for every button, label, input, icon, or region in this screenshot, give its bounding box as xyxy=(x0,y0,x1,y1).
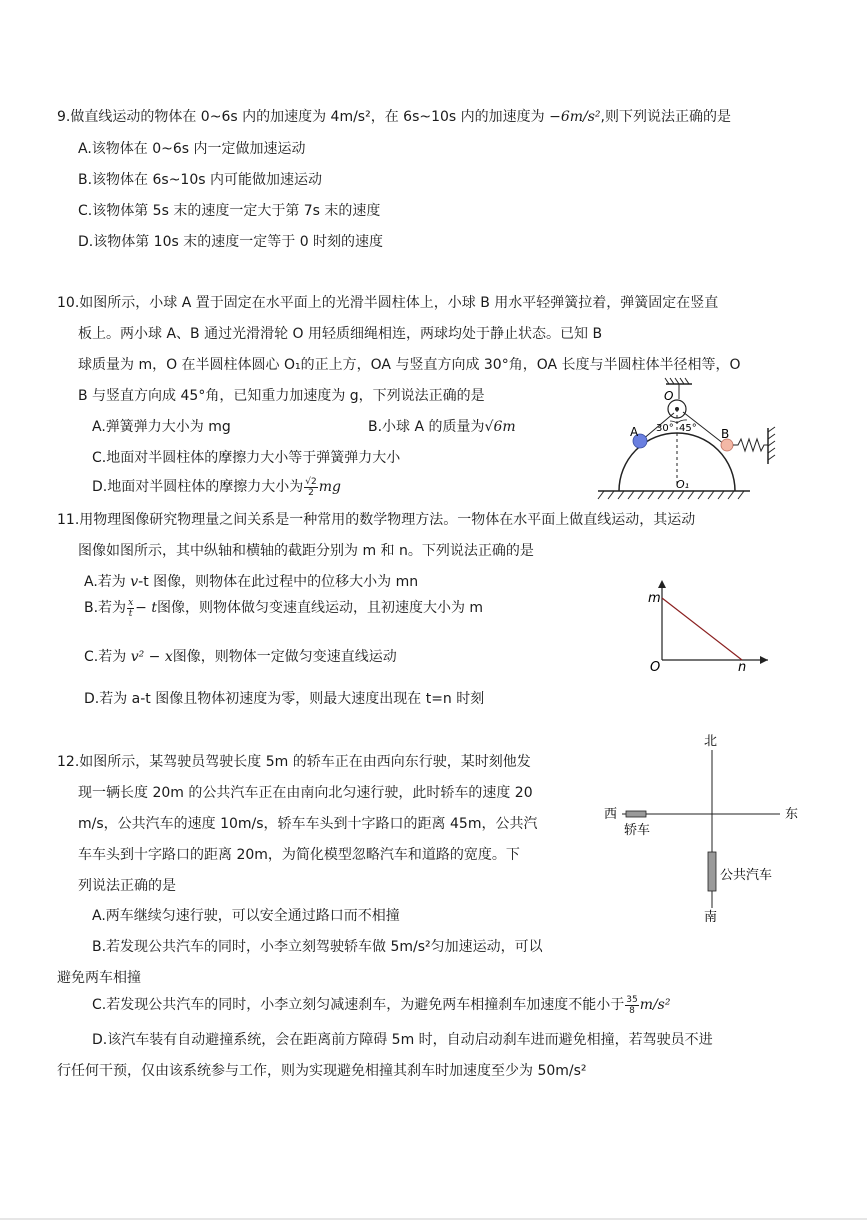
q12-option-b: B.若发现公共汽车的同时，小李立刻驾驶轿车做 5m/s²匀加速运动，可以 xyxy=(92,939,543,955)
label-o1: O₁ xyxy=(676,478,690,491)
q10-figure xyxy=(590,378,800,503)
q12-stem-line2: 现一辆长度 20m 的公共汽车正在由南向北匀速行驶，此时轿车的速度 20 xyxy=(78,785,533,801)
q9-option-c: C.该物体第 5s 末的速度一定大于第 7s 末的速度 xyxy=(78,203,381,219)
q10-option-c: C.地面对半圆柱体的摩擦力大小等于弹簧弹力大小 xyxy=(92,450,401,466)
label-a: A xyxy=(630,425,639,439)
origin-o: O xyxy=(650,660,661,675)
q9-option-d: D.该物体第 10s 末的速度一定等于 0 时刻的速度 xyxy=(78,234,384,250)
q11-stem-line1: 11.用物理图像研究物理量之间关系是一种常用的数学物理方法。一物体在水平面上做直线运动，其运动 xyxy=(57,512,696,528)
label-bus: 公共汽车 xyxy=(720,868,773,883)
q12-option-b-cont: 避免两车相撞 xyxy=(57,970,141,986)
q10-stem-line3: 球质量为 m，O 在半圆柱体圆心 O₁的正上方，OA 与竖直方向成 30°角，OA 长度与半圆柱体半径相等，O xyxy=(78,357,741,373)
q10-option-a: A.弹簧弹力大小为 mg xyxy=(92,419,231,435)
graph-line xyxy=(662,598,742,660)
q12-option-d: D.该汽车装有自动避撞系统，会在距离前方障碍 5m 时，自动启动刹车进而避免相撞，若驾驶员不进 xyxy=(92,1032,713,1048)
q12-option-c: C.若发现公共汽车的同时，小李立刻匀减速刹车，为避免两车相撞刹车加速度不能小于 $\frac{35}{8}$ m/s² xyxy=(92,994,671,1016)
label-north: 北 xyxy=(704,734,718,749)
q10-stem-line1: 10.如图所示，小球 A 置于固定在水平面上的光滑半圆柱体上，小球 B 用水平轻弹簧拉着，弹簧固定在竖直 xyxy=(57,295,719,311)
q9-option-b: B.该物体在 6s~10s 内可能做加速运动 xyxy=(78,172,322,188)
spring xyxy=(733,439,768,451)
label-30: 30° xyxy=(656,423,674,434)
q11-option-c: C.若为 v² − x图像，则物体一定做匀变速直线运动 xyxy=(84,649,397,665)
q11-option-b: B.若为 $\frac{x}{t}$ − t图像，则物体做匀变速直线运动，且初速度大小为 m xyxy=(84,597,484,619)
label-south: 南 xyxy=(704,910,718,925)
q12-stem-line5: 列说法正确的是 xyxy=(78,878,176,894)
q12-figure xyxy=(600,730,805,926)
q9-option-a: A.该物体在 0~6s 内一定做加速运动 xyxy=(78,141,306,157)
label-car: 轿车 xyxy=(624,823,651,838)
q11-graph xyxy=(640,578,780,678)
q10-stem-line4: B 与竖直方向成 45°角，已知重力加速度为 g，下列说法正确的是 xyxy=(78,388,485,404)
intercept-n: n xyxy=(738,660,747,675)
q10-option-d: D.地面对半圆柱体的摩擦力大小为 $\frac{√2}{2}$ mg xyxy=(92,476,341,498)
page-bottom-edge xyxy=(0,1218,867,1220)
bus xyxy=(708,852,716,891)
label-o: O xyxy=(664,389,674,403)
q12-stem-line3: m/s，公共汽车的速度 10m/s，轿车车头到十字路口的距离 45m，公共汽 xyxy=(78,816,538,832)
q11-option-d: D.若为 a-t 图像且物体初速度为零，则最大速度出现在 t=n 时刻 xyxy=(84,691,485,707)
intercept-m: m xyxy=(648,591,661,606)
label-west: 西 xyxy=(604,807,618,822)
label-b: B xyxy=(721,427,730,441)
car xyxy=(626,811,646,817)
label-45: 45° xyxy=(679,423,697,434)
q10-option-b: B.小球 A 的质量为√6m xyxy=(368,419,516,435)
q12-stem-line4: 车车头到十字路口的距离 20m，为简化模型忽略汽车和道路的宽度。下 xyxy=(78,847,520,863)
q9-stem: 9.做直线运动的物体在 0~6s 内的加速度为 4m/s²，在 6s~10s 内的加速度为 −6m/s²,则下列说法正确的是 xyxy=(57,109,731,125)
q12-option-a: A.两车继续匀速行驶，可以安全通过路口而不相撞 xyxy=(92,908,400,924)
q10-stem-line2: 板上。两小球 A、B 通过光滑滑轮 O 用轻质细绳相连，两球均处于静止状态。已知 B xyxy=(78,326,603,342)
q12-stem-line1: 12.如图所示，某驾驶员驾驶长度 5m 的轿车正在由西向东行驶，某时刻他发 xyxy=(57,754,531,770)
label-east: 东 xyxy=(785,807,799,822)
q11-option-a: A.若为 v-t 图像，则物体在此过程中的位移大小为 mn xyxy=(84,574,419,590)
q12-option-d-cont: 行任何干预，仅由该系统参与工作，则为实现避免相撞其刹车时加速度至少为 50m/s² xyxy=(57,1063,587,1079)
q11-stem-line2: 图像如图所示，其中纵轴和横轴的截距分别为 m 和 n。下列说法正确的是 xyxy=(78,543,534,559)
